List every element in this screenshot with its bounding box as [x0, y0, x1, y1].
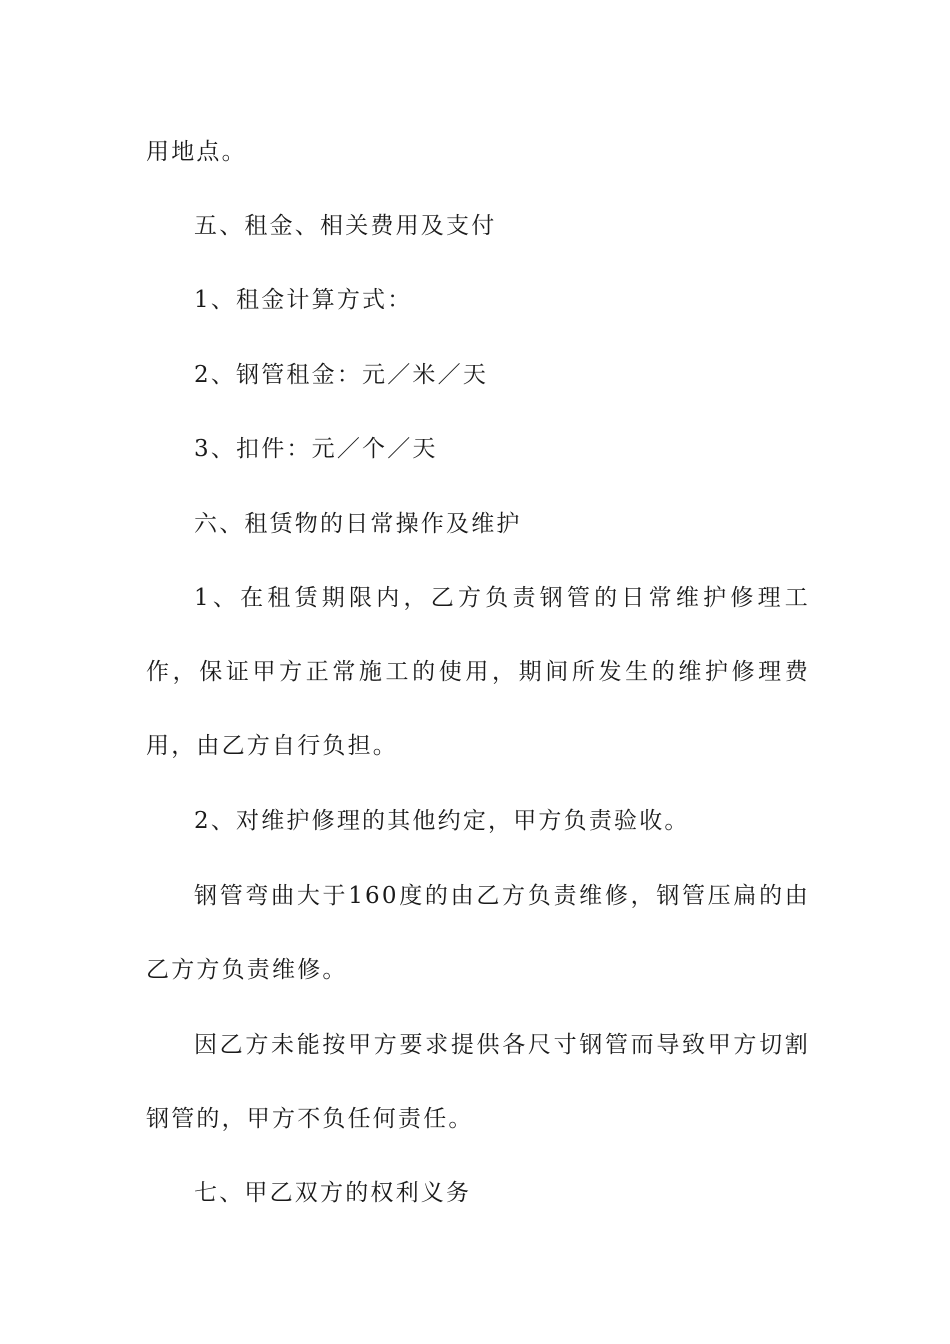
paragraph-fastener-rent: 3、扣件：元／个／天	[194, 436, 438, 462]
section-heading-6: 六、租赁物的日常操作及维护	[194, 511, 522, 537]
paragraph-continuation: 用地点。	[146, 139, 247, 165]
paragraph-maintenance: 1、在租赁期限内，乙方负责钢管的日常维护修理工作，保证甲方正常施工的使用，期间所发生的维护修理费用，由乙方自行负担。	[146, 585, 810, 759]
paragraph-rent-method: 1、租金计算方式：	[194, 287, 413, 313]
section-heading-5: 五、租金、相关费用及支付	[194, 213, 497, 239]
paragraph-pipe-rent: 2、钢管租金：元／米／天	[194, 362, 489, 388]
section-heading-7: 七、甲乙双方的权利义务	[194, 1180, 472, 1206]
paragraph-acceptance: 2、对维护修理的其他约定，甲方负责验收。	[194, 808, 690, 834]
paragraph-bending: 钢管弯曲大于160度的由乙方负责维修，钢管压扁的由乙方方负责维修。	[146, 883, 810, 983]
paragraph-cutting: 因乙方未能按甲方要求提供各尺寸钢管而导致甲方切割钢管的，甲方不负任何责任。	[146, 1032, 810, 1132]
